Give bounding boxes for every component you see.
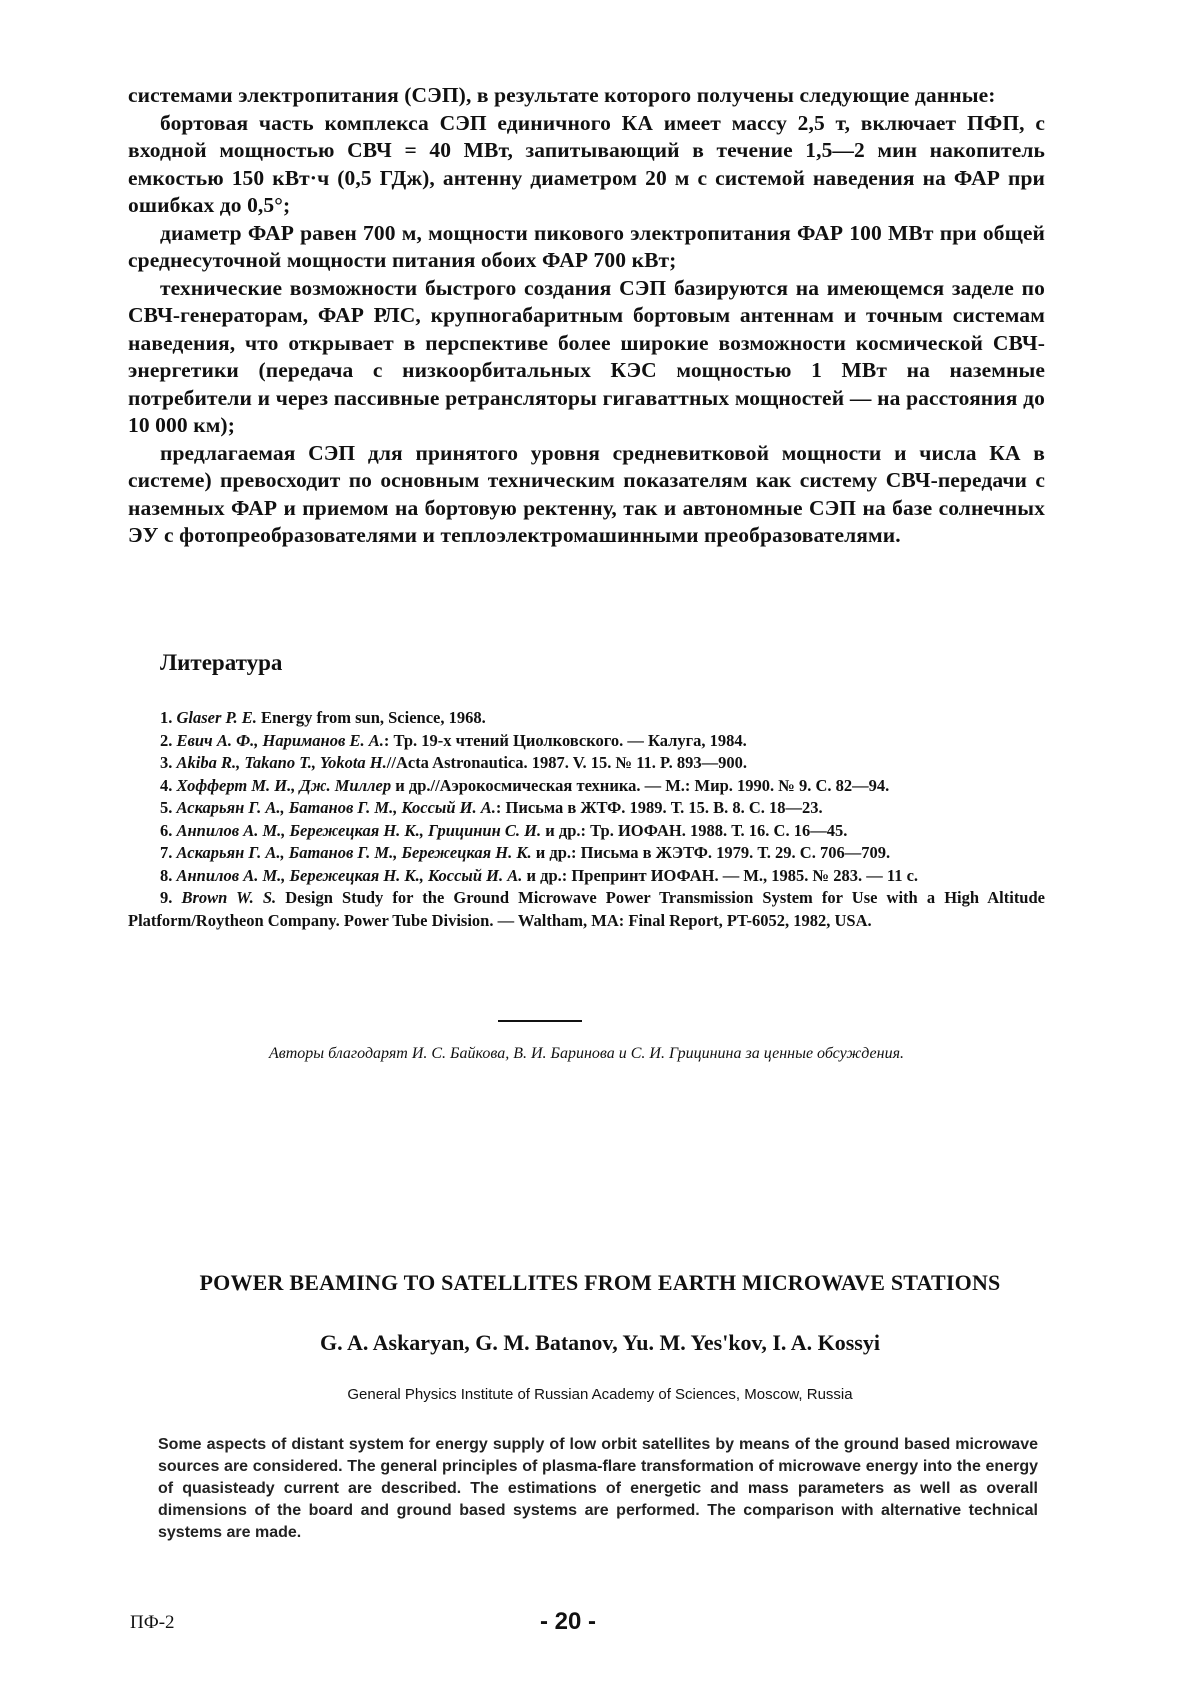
body-paragraph: бортовая часть комплекса СЭП единичного КА имеет массу 2,5 т, включает ПФП, с входной мощностью СВЧ = 40 МВт, запитывающий в течение 1,5—2 мин накопитель емкостью 150 кВт·ч (0,5 ГДж), антенну диаметром 20 м с системой наведения на ФАР при ошибках до 0,5°;	[128, 110, 1045, 217]
reference-text: и др.//Аэрокосмическая техника. — М.: Мир. 1990. № 9. С. 82—94.	[391, 775, 890, 795]
reference-text: и др.: Препринт ИОФАН. — М., 1985. № 283. — 11 с.	[522, 865, 919, 885]
reference-item	[128, 865, 1045, 888]
reference-number: 4.	[160, 775, 173, 795]
reference-authors: Аскарьян Г. А., Батанов Г. М., Коссый И. А.	[176, 798, 496, 817]
reference-number: 6.	[160, 820, 173, 840]
reference-text: и др.: Письма в ЖЭТФ. 1979. Т. 29. С. 706—709.	[531, 843, 891, 862]
body-paragraph: системами электропитания (СЭП), в результате которого получены следующие данные:	[128, 83, 996, 107]
page-number: - 20 -	[540, 1608, 597, 1635]
reference-number: 9.	[160, 888, 173, 907]
footer-code: ПФ-2	[130, 1612, 175, 1633]
reference-authors: Brown W. S.	[181, 888, 277, 907]
reference-number: 1.	[160, 708, 173, 727]
reference-number: 2.	[160, 730, 173, 750]
reference-number: 7.	[160, 843, 173, 862]
reference-authors: Анпилов А. М., Бережецкая Н. К., Коссый И. А.	[176, 865, 523, 885]
reference-text: : Тр. 19-х чтений Циолковского. — Калуга, 1984.	[383, 730, 747, 750]
section-divider	[498, 1020, 582, 1022]
reference-item	[128, 707, 1045, 730]
reference-authors: Akiba R., Takano T., Yokota H.	[176, 753, 387, 772]
acknowledgement: Авторы благодарят И. С. Байкова, В. И. Баринова и С. И. Грицинина за ценные обсуждения.	[268, 1045, 905, 1062]
reference-authors: Анпилов А. М., Бережецкая Н. К., Грицинин С. И.	[176, 820, 542, 840]
reference-authors: Евич А. Ф., Нариманов Е. А.	[176, 730, 384, 750]
body-paragraph: предлагаемая СЭП для принятого уровня средневитковой мощности и числа КА в системе) превосходит по основным техническим показателям как систему СВЧ-передачи с наземных ФАР и приемом на бортовую ректенну, так и автономные СЭП на базе солнечных ЭУ с фотопреобразователями и теплоэлектромашинными преобразователями.	[128, 440, 1045, 547]
english-authors: G. A. Askaryan, G. M. Batanov, Yu. M. Yes'kov, I. A. Kossyi	[320, 1330, 880, 1355]
reference-number: 3.	[160, 753, 173, 772]
reference-text: : Письма в ЖТФ. 1989. Т. 15. В. 8. С. 18—23.	[495, 798, 823, 817]
reference-text: Energy from sun, Science, 1968.	[256, 708, 486, 727]
reference-text: //Acta Astronautica. 1987. V. 15. № 11. P. 893—900.	[386, 753, 747, 772]
reference-list	[128, 707, 1045, 932]
reference-authors: Аскарьян Г. А., Батанов Г. М., Бережецкая Н. К.	[176, 843, 532, 862]
body-paragraph: технические возможности быстрого создания СЭП базируются на имеющемся заделе по СВЧ-генераторам, ФАР РЛС, крупногабаритным бортовым антеннам и точным системам наведения, что открывает в перспективе более широкие возможности космической СВЧ-энергетики (передача с низкоорбитальных КЭС мощностью 1 МВт на наземные потребители и через пассивные ретрансляторы гигаваттных мощностей — на расстояния до 10 000 км);	[128, 275, 1045, 437]
reference-text: и др.: Тр. ИОФАН. 1988. Т. 16. С. 16—45.	[541, 820, 848, 840]
reference-text: Design Study for the Ground Microwave Power Transmission System for Use with a High Altitude Platform/Roytheon Company. Power Tube Division. — Waltham, MA: Final Report, PT-6052, 1982, USA.	[128, 888, 1045, 930]
reference-item	[128, 797, 1045, 820]
literature-heading: Литература	[160, 650, 283, 675]
body-paragraph: диаметр ФАР равен 700 м, мощности пикового электропитания ФАР 100 МВт при общей среднесуточной мощности питания обоих ФАР 700 кВт;	[128, 220, 1045, 272]
body-text	[128, 82, 1045, 550]
reference-item	[128, 752, 1045, 775]
reference-item	[128, 775, 1045, 798]
reference-number: 8.	[160, 865, 173, 885]
english-title: POWER BEAMING TO SATELLITES FROM EARTH MICROWAVE STATIONS	[199, 1270, 1001, 1295]
reference-item	[128, 730, 1045, 753]
english-affiliation: General Physics Institute of Russian Academy of Sciences, Moscow, Russia	[347, 1386, 853, 1403]
english-abstract: Some aspects of distant system for energy supply of low orbit satellites by means of the ground based microwave sources are considered. The general principles of plasma-flare transformation of microwave energy into the energy of quasisteady current are described. The estimations of energetic and mass parameters as well as overall dimensions of the board and ground based systems are performed. The comparison with alternative technical systems are made.	[158, 1436, 1038, 1541]
reference-authors: Glaser P. E.	[176, 708, 257, 727]
reference-item	[128, 887, 1045, 932]
reference-authors: Хофферт М. И., Дж. Миллер	[176, 775, 392, 795]
reference-item	[128, 842, 1045, 865]
reference-number: 5.	[160, 798, 173, 817]
reference-item	[128, 820, 1045, 843]
